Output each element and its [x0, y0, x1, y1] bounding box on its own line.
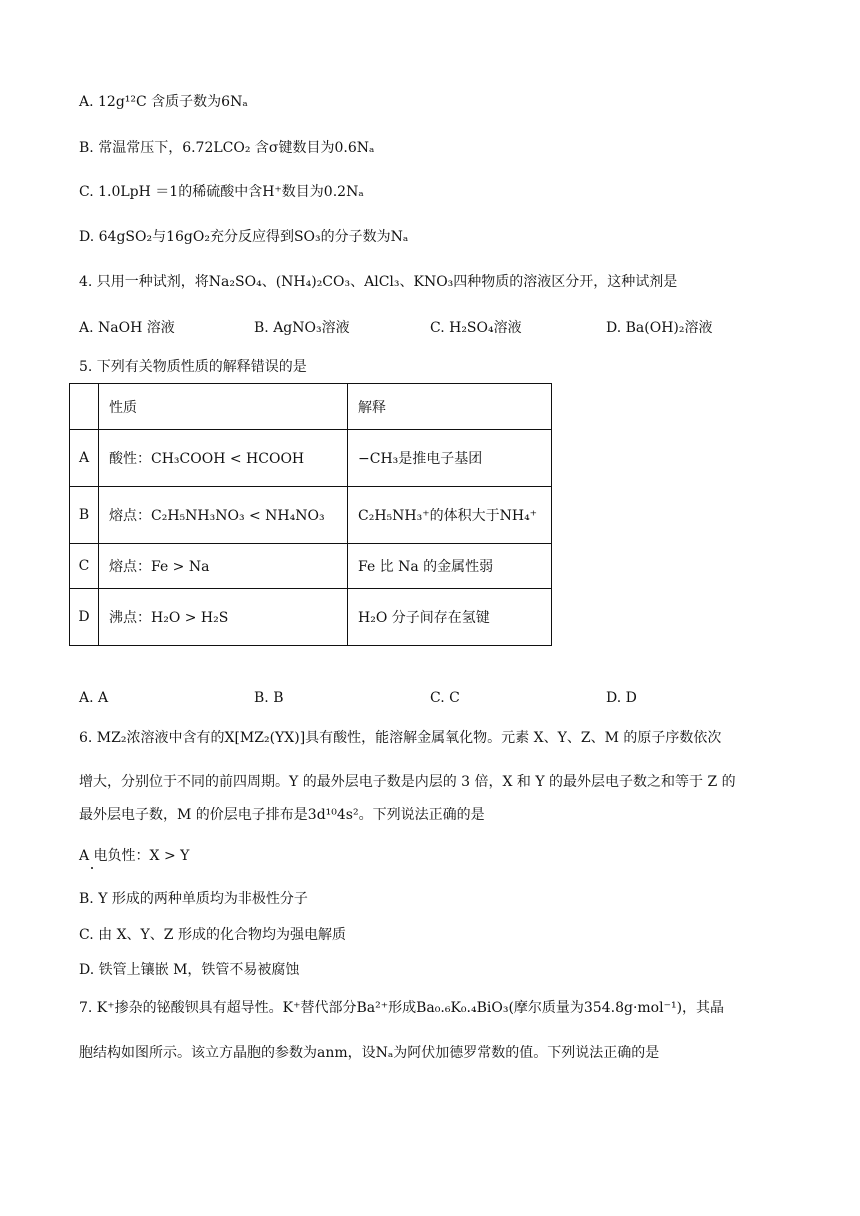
q5-option-a: A. A [79, 690, 109, 706]
q5-option-d: D. D [606, 690, 637, 706]
q5-option-b: B. B [254, 690, 284, 706]
q5-stem: 5. 下列有关物质性质的解释错误的是 [79, 359, 307, 375]
q3-option-d: D. 64gSO₂与16gO₂充分反应得到SO₃的分子数为Nₐ [79, 229, 409, 245]
row-property: 酸性：CH₃COOH < HCOOH [99, 430, 348, 487]
q5-option-c: C. C [430, 690, 460, 706]
row-explain: −CH₃是推电子基团 [348, 430, 552, 487]
q6-option-b: B. Y 形成的两种单质均为非极性分子 [79, 891, 308, 907]
q6-line-2: 增大，分别位于不同的前四周期。Y 的最外层电子数是内层的 3 倍，X 和 Y 的最外层电子数之和等于 Z 的 [79, 774, 736, 790]
stray-dot-mark [91, 867, 93, 869]
q6-option-d: D. 铁管上镶嵌 M，铁管不易被腐蚀 [79, 962, 300, 978]
row-label: D [70, 589, 99, 646]
table-header-property: 性质 [99, 384, 348, 430]
q6-line-3: 最外层电子数，M 的价层电子排布是3d¹⁰4s²。下列说法正确的是 [79, 807, 485, 823]
q4-option-d: D. Ba(OH)₂溶液 [606, 320, 713, 336]
row-explain: H₂O 分子间存在氢键 [348, 589, 552, 646]
q3-option-a: A. 12g¹²C 含质子数为6Nₐ [79, 94, 248, 110]
q7-line-2: 胞结构如图所示。该立方晶胞的参数为anm，设Nₐ为阿伏加德罗常数的值。下列说法正确的是 [79, 1045, 660, 1061]
table-row [70, 589, 552, 646]
row-label: A [70, 430, 99, 487]
q3-option-b: B. 常温常压下，6.72LCO₂ 含σ键数目为0.6Nₐ [79, 140, 375, 156]
table-header-blank [70, 384, 99, 430]
row-property: 熔点：C₂H₅NH₃NO₃ < NH₄NO₃ [99, 487, 348, 544]
q7-line-1: 7. K⁺掺杂的铋酸钡具有超导性。K⁺替代部分Ba²⁺形成Ba₀.₆K₀.₄BiO₃(摩尔质量为354.8g·mol⁻¹)，其晶 [79, 1000, 725, 1016]
q6-line-1: 6. MZ₂浓溶液中含有的X[MZ₂(YX)]具有酸性，能溶解金属氧化物。元素 X、Y、Z、M 的原子序数依次 [79, 730, 722, 746]
q6-option-c: C. 由 X、Y、Z 形成的化合物均为强电解质 [79, 927, 346, 943]
property-table [69, 383, 552, 646]
row-label: C [70, 544, 99, 589]
row-explain: C₂H₅NH₃⁺的体积大于NH₄⁺ [348, 487, 552, 544]
q6-option-a: A 电负性：X > Y [79, 848, 190, 864]
row-label: B [70, 487, 99, 544]
table-header-row [70, 384, 552, 430]
table-header-explain: 解释 [348, 384, 552, 430]
row-explain: Fe 比 Na 的金属性弱 [348, 544, 552, 589]
q4-option-a: A. NaOH 溶液 [79, 320, 175, 336]
row-property: 沸点：H₂O > H₂S [99, 589, 348, 646]
row-property: 熔点：Fe > Na [99, 544, 348, 589]
table-row [70, 487, 552, 544]
q3-option-c: C. 1.0LpH ＝1的稀硫酸中含H⁺数目为0.2Nₐ [79, 184, 364, 200]
q4-option-b: B. AgNO₃溶液 [254, 320, 350, 336]
table-row [70, 430, 552, 487]
q4-stem: 4. 只用一种试剂，将Na₂SO₄、(NH₄)₂CO₃、AlCl₃、KNO₃四种物质的溶液区分开，这种试剂是 [79, 274, 678, 290]
q4-option-c: C. H₂SO₄溶液 [430, 320, 522, 336]
table-row [70, 544, 552, 589]
